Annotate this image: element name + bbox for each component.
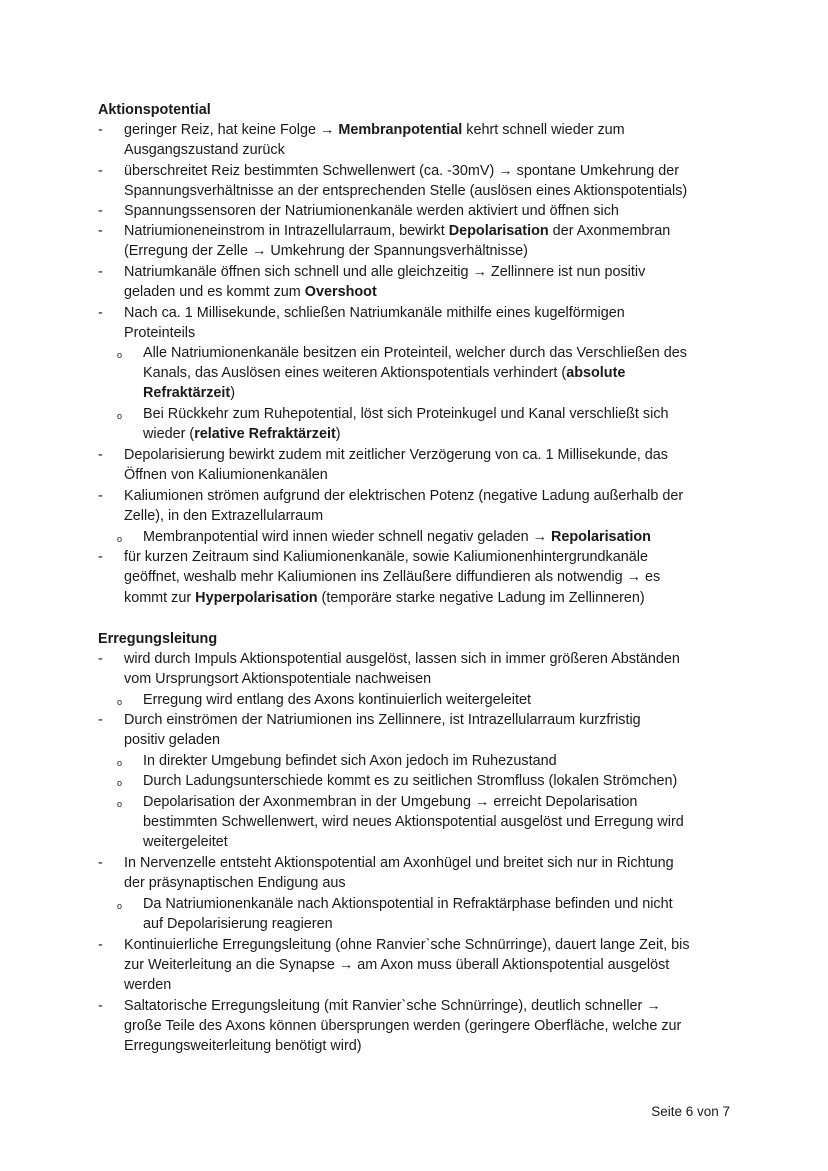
bullet-dash: - bbox=[98, 998, 103, 1014]
sub-bullet-text: Alle Natriumionenkanäle besitzen ein Proteinteil, welcher durch das Verschließen des bbox=[143, 345, 687, 361]
bullet-text: positiv geladen bbox=[124, 732, 221, 748]
bullet-text: geöffnet, weshalb mehr Kaliumionen ins Zelläußere diffundieren als notwendig → es bbox=[124, 569, 661, 585]
sub-bullet-text: Refraktärzeit) bbox=[143, 385, 235, 401]
bullet-text: für kurzen Zeitraum sind Kaliumionenkanäle, sowie Kaliumionenhintergrundkanäle bbox=[124, 549, 648, 565]
bullet-text: Saltatorische Erregungsleitung (mit Ranvier`sche Schnürringe), deutlich schneller → bbox=[124, 998, 661, 1014]
bullet-dash: - bbox=[98, 223, 103, 239]
bullet-text: Nach ca. 1 Millisekunde, schließen Natriumkanäle mithilfe eines kugelförmigen bbox=[124, 305, 625, 321]
bullet-text: Spannungssensoren der Natriumionenkanäle werden aktiviert und öffnen sich bbox=[124, 203, 619, 219]
bullet-text: In Nervenzelle entsteht Aktionspotential am Axonhügel und breitet sich nur in Richtung bbox=[124, 855, 674, 871]
bullet-text: zur Weiterleitung an die Synapse → am Axon muss überall Aktionspotential ausgelöst bbox=[124, 957, 670, 973]
bullet-text: Kaliumionen strömen aufgrund der elektrischen Potenz (negative Ladung außerhalb der bbox=[124, 488, 684, 504]
bullet-dash: - bbox=[98, 549, 103, 565]
bullet-text: Durch einströmen der Natriumionen ins Zellinnere, ist Intrazellularraum kurzfristig bbox=[124, 712, 641, 728]
bullet-text: Depolarisierung bewirkt zudem mit zeitlicher Verzögerung von ca. 1 Millisekunde, das bbox=[124, 447, 668, 463]
bullet-text: Natriumkanäle öffnen sich schnell und alle gleichzeitig → Zellinnere ist nun positiv bbox=[124, 264, 646, 280]
bullet-text: wird durch Impuls Aktionspotential ausgelöst, lassen sich in immer größeren Abständen bbox=[124, 651, 680, 667]
bullet-dash: - bbox=[98, 855, 103, 871]
sub-bullet-text: Da Natriumionenkanäle nach Aktionspotential in Refraktärphase befinden und nicht bbox=[143, 896, 673, 912]
sub-bullet-circle: o bbox=[117, 799, 123, 809]
bullet-text: Kontinuierliche Erregungsleitung (ohne Ranvier`sche Schnürringe), dauert lange Zeit, bis bbox=[124, 937, 690, 953]
bullet-text: geringer Reiz, hat keine Folge → Membranpotential kehrt schnell wieder zum bbox=[124, 122, 625, 138]
bullet-text: vom Ursprungsort Aktionspotentiale nachweisen bbox=[124, 671, 432, 687]
sub-bullet-text: Durch Ladungsunterschiede kommt es zu seitlichen Stromfluss (lokalen Strömchen) bbox=[143, 773, 678, 789]
bullet-text: Natriumioneneinstrom in Intrazellularraum, bewirkt Depolarisation der Axonmembran bbox=[124, 223, 671, 239]
bullet-dash: - bbox=[98, 203, 103, 219]
bullet-text: Ausgangszustand zurück bbox=[124, 142, 285, 158]
bullet-dash: - bbox=[98, 163, 103, 179]
sub-bullet-circle: o bbox=[117, 350, 123, 360]
page-number: Seite 6 von 7 bbox=[651, 1104, 730, 1119]
bullet-dash: - bbox=[98, 264, 103, 280]
bullet-text: Öffnen von Kaliumionenkanälen bbox=[124, 467, 328, 483]
sub-bullet-text: wieder (relative Refraktärzeit) bbox=[143, 426, 341, 442]
sub-bullet-text: auf Depolarisierung reagieren bbox=[143, 916, 333, 932]
bullet-text: der präsynaptischen Endigung aus bbox=[124, 875, 346, 891]
bullet-text: (Erregung der Zelle → Umkehrung der Spannungsverhältnisse) bbox=[124, 243, 528, 259]
bullet-text: Zelle), in den Extrazellularraum bbox=[124, 508, 324, 524]
bullet-text: überschreitet Reiz bestimmten Schwellenwert (ca. -30mV) → spontane Umkehrung der bbox=[124, 163, 680, 179]
sub-bullet-text: In direkter Umgebung befindet sich Axon jedoch im Ruhezustand bbox=[143, 753, 557, 769]
sub-bullet-circle: o bbox=[117, 901, 123, 911]
sub-bullet-text: Membranpotential wird innen wieder schnell negativ geladen → Repolarisation bbox=[143, 529, 651, 545]
sub-bullet-circle: o bbox=[117, 697, 123, 707]
bullet-dash: - bbox=[98, 447, 103, 463]
sub-bullet-text: Kanals, das Auslösen eines weiteren Aktionspotentials verhindert (absolute bbox=[143, 365, 626, 381]
sub-bullet-circle: o bbox=[117, 534, 123, 544]
sub-bullet-circle: o bbox=[117, 778, 123, 788]
bullet-text: Spannungsverhältnisse an der entsprechenden Stelle (auslösen eines Aktionspotentials) bbox=[124, 183, 688, 199]
bullet-text: werden bbox=[124, 977, 172, 993]
section-title-erregungsleitung: Erregungsleitung bbox=[98, 631, 218, 647]
bullet-dash: - bbox=[98, 937, 103, 953]
bullet-text: große Teile des Axons können übersprungen werden (geringere Oberfläche, welche zur bbox=[124, 1018, 682, 1034]
bullet-dash: - bbox=[98, 712, 103, 728]
sub-bullet-text: weitergeleitet bbox=[143, 834, 228, 850]
bullet-text: kommt zur Hyperpolarisation (temporäre starke negative Ladung im Zellinneren) bbox=[124, 590, 645, 606]
section-title-aktionspotential: Aktionspotential bbox=[98, 102, 211, 118]
bullet-dash: - bbox=[98, 305, 103, 321]
bullet-dash: - bbox=[98, 122, 103, 138]
sub-bullet-text: bestimmten Schwellenwert, wird neues Aktionspotential ausgelöst und Erregung wird bbox=[143, 814, 684, 830]
sub-bullet-circle: o bbox=[117, 411, 123, 421]
sub-bullet-text: Bei Rückkehr zum Ruhepotential, löst sich Proteinkugel und Kanal verschließt sich bbox=[143, 406, 669, 422]
sub-bullet-circle: o bbox=[117, 758, 123, 768]
bullet-text: Proteinteils bbox=[124, 325, 196, 341]
sub-bullet-text: Depolarisation der Axonmembran in der Umgebung → erreicht Depolarisation bbox=[143, 794, 638, 810]
bullet-text: geladen und es kommt zum Overshoot bbox=[124, 284, 377, 300]
bullet-dash: - bbox=[98, 488, 103, 504]
bullet-text: Erregungsweiterleitung benötigt wird) bbox=[124, 1038, 362, 1054]
sub-bullet-text: Erregung wird entlang des Axons kontinuierlich weitergeleitet bbox=[143, 692, 531, 708]
bullet-dash: - bbox=[98, 651, 103, 667]
